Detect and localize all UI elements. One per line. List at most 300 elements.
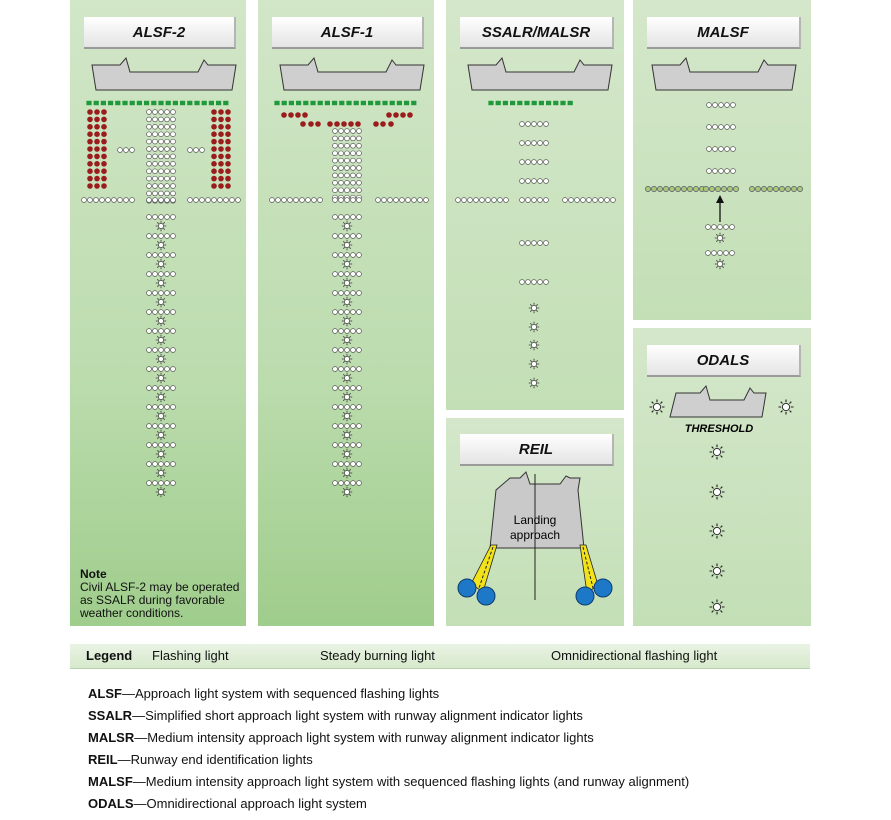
- definition-item: MALSF—Medium intensity approach light system with sequenced flashing lights (and runway alignment): [88, 774, 690, 789]
- steady-white-light: [159, 234, 164, 239]
- steady-green-light: [194, 101, 199, 105]
- steady-white-light: [611, 198, 616, 203]
- steady-white-light: [153, 462, 158, 467]
- steady-white-light: [456, 198, 461, 203]
- steady-white-light: [153, 139, 158, 144]
- steady-red-light: [348, 121, 354, 127]
- steady-white-light: [357, 188, 362, 193]
- steady-red-light: [94, 154, 100, 160]
- steady-white-light: [713, 125, 718, 130]
- steady-palegreen-light: [693, 186, 698, 191]
- steady-green-light: [216, 101, 221, 105]
- steady-white-light: [526, 160, 531, 165]
- steady-green-light: [411, 101, 416, 105]
- steady-palegreen-light: [727, 186, 732, 191]
- steady-white-light: [593, 198, 598, 203]
- steady-white-light: [333, 188, 338, 193]
- steady-green-light: [223, 101, 228, 105]
- steady-green-light: [137, 101, 142, 105]
- steady-white-light: [147, 234, 152, 239]
- steady-white-light: [147, 253, 152, 258]
- steady-palegreen-light: [651, 186, 656, 191]
- steady-red-light: [94, 168, 100, 174]
- steady-palegreen-light: [733, 186, 738, 191]
- steady-red-light: [308, 121, 314, 127]
- definition-item: ODALS—Omnidirectional approach light system: [88, 796, 367, 811]
- steady-red-light: [315, 121, 321, 127]
- steady-palegreen-light: [703, 186, 708, 191]
- steady-green-light: [546, 101, 551, 105]
- flashing-light: [342, 240, 352, 250]
- definition-item: SSALR—Simplified short approach light system with runway alignment indicator lights: [88, 708, 583, 723]
- steady-white-light: [339, 310, 344, 315]
- steady-red-light: [87, 109, 93, 115]
- steady-white-light: [147, 272, 152, 277]
- steady-white-light: [357, 143, 362, 148]
- flashing-light: [529, 378, 539, 388]
- steady-white-light: [339, 272, 344, 277]
- steady-red-light: [101, 117, 107, 123]
- definition-item: REIL—Runway end identification lights: [88, 752, 313, 767]
- steady-white-light: [345, 310, 350, 315]
- title-ssalr: SSALR/MALSR: [460, 17, 614, 49]
- steady-green-light: [382, 101, 387, 105]
- steady-white-light: [339, 348, 344, 353]
- steady-red-light: [225, 154, 231, 160]
- steady-white-light: [345, 143, 350, 148]
- flashing-light: [156, 221, 166, 231]
- steady-red-light: [388, 121, 394, 127]
- steady-white-light: [147, 176, 152, 181]
- steady-white-light: [153, 154, 158, 159]
- steady-white-light: [171, 117, 176, 122]
- steady-white-light: [357, 234, 362, 239]
- steady-red-light: [373, 121, 379, 127]
- steady-white-light: [730, 225, 735, 230]
- steady-white-light: [486, 198, 491, 203]
- steady-white-light: [171, 191, 176, 196]
- steady-white-light: [147, 110, 152, 115]
- steady-white-light: [188, 148, 193, 153]
- steady-white-light: [345, 405, 350, 410]
- steady-white-light: [345, 166, 350, 171]
- steady-white-light: [339, 198, 344, 203]
- steady-white-light: [357, 462, 362, 467]
- steady-white-light: [153, 124, 158, 129]
- steady-red-light: [341, 121, 347, 127]
- steady-white-light: [357, 481, 362, 486]
- steady-white-light: [147, 348, 152, 353]
- steady-white-light: [532, 122, 537, 127]
- steady-red-light: [302, 112, 308, 118]
- steady-white-light: [498, 198, 503, 203]
- steady-green-light: [289, 101, 294, 105]
- steady-white-light: [706, 251, 711, 256]
- steady-red-light: [218, 176, 224, 182]
- steady-white-light: [532, 160, 537, 165]
- steady-white-light: [357, 367, 362, 372]
- steady-white-light: [357, 215, 362, 220]
- steady-white-light: [333, 173, 338, 178]
- steady-palegreen-light: [709, 186, 714, 191]
- steady-white-light: [351, 253, 356, 258]
- steady-white-light: [94, 198, 99, 203]
- steady-white-light: [724, 225, 729, 230]
- flashing-light: [156, 259, 166, 269]
- flashing-light: [342, 335, 352, 345]
- steady-white-light: [159, 169, 164, 174]
- steady-palegreen-light: [785, 186, 790, 191]
- steady-white-light: [106, 198, 111, 203]
- steady-white-light: [345, 173, 350, 178]
- steady-red-light: [87, 168, 93, 174]
- steady-white-light: [339, 462, 344, 467]
- steady-white-light: [480, 198, 485, 203]
- steady-white-light: [544, 179, 549, 184]
- flashing-light: [342, 468, 352, 478]
- steady-white-light: [147, 386, 152, 391]
- odals-omni-3: [710, 524, 725, 539]
- steady-white-light: [171, 161, 176, 166]
- steady-white-light: [165, 215, 170, 220]
- steady-white-light: [147, 124, 152, 129]
- steady-green-light: [361, 101, 366, 105]
- steady-white-light: [153, 272, 158, 277]
- steady-green-light: [568, 101, 573, 105]
- steady-white-light: [520, 241, 525, 246]
- steady-red-light: [211, 168, 217, 174]
- steady-white-light: [159, 424, 164, 429]
- steady-red-light: [94, 183, 100, 189]
- steady-white-light: [532, 141, 537, 146]
- steady-white-light: [159, 139, 164, 144]
- steady-white-light: [159, 329, 164, 334]
- steady-white-light: [351, 405, 356, 410]
- steady-green-light: [524, 101, 529, 105]
- steady-white-light: [165, 481, 170, 486]
- steady-white-light: [520, 280, 525, 285]
- steady-white-light: [345, 188, 350, 193]
- steady-white-light: [118, 198, 123, 203]
- steady-white-light: [731, 147, 736, 152]
- steady-white-light: [333, 151, 338, 156]
- steady-white-light: [159, 215, 164, 220]
- steady-white-light: [171, 139, 176, 144]
- steady-white-light: [112, 198, 117, 203]
- steady-white-light: [376, 198, 381, 203]
- steady-white-light: [345, 462, 350, 467]
- steady-red-light: [94, 124, 100, 130]
- steady-white-light: [333, 367, 338, 372]
- steady-white-light: [357, 310, 362, 315]
- steady-red-light: [295, 112, 301, 118]
- steady-white-light: [719, 103, 724, 108]
- steady-red-light: [87, 176, 93, 182]
- steady-white-light: [345, 198, 350, 203]
- steady-white-light: [159, 367, 164, 372]
- steady-white-light: [194, 148, 199, 153]
- steady-white-light: [345, 215, 350, 220]
- steady-green-light: [173, 101, 178, 105]
- steady-white-light: [159, 462, 164, 467]
- steady-white-light: [351, 158, 356, 163]
- steady-white-light: [725, 169, 730, 174]
- steady-white-light: [345, 180, 350, 185]
- runway-threshold-odals: [670, 386, 766, 417]
- steady-white-light: [333, 424, 338, 429]
- steady-green-light: [488, 101, 493, 105]
- definitions-list: [88, 683, 689, 815]
- steady-palegreen-light: [779, 186, 784, 191]
- steady-green-light: [510, 101, 515, 105]
- steady-white-light: [538, 179, 543, 184]
- flashing-light: [529, 322, 539, 332]
- steady-white-light: [544, 141, 549, 146]
- steady-white-light: [153, 184, 158, 189]
- steady-white-light: [345, 481, 350, 486]
- steady-white-light: [230, 198, 235, 203]
- steady-white-light: [153, 147, 158, 152]
- legend-omni-label: Omnidirectional flashing light: [551, 648, 718, 663]
- steady-red-light: [281, 112, 287, 118]
- steady-white-light: [224, 198, 229, 203]
- steady-white-light: [171, 154, 176, 159]
- steady-white-light: [82, 198, 87, 203]
- steady-white-light: [339, 151, 344, 156]
- steady-white-light: [159, 132, 164, 137]
- steady-red-light: [94, 176, 100, 182]
- steady-white-light: [339, 253, 344, 258]
- steady-white-light: [388, 198, 393, 203]
- steady-white-light: [357, 424, 362, 429]
- steady-palegreen-light: [773, 186, 778, 191]
- steady-red-light: [225, 168, 231, 174]
- steady-white-light: [706, 225, 711, 230]
- alsf2-note: [80, 568, 255, 620]
- flashing-light: [156, 411, 166, 421]
- steady-white-light: [725, 125, 730, 130]
- steady-white-light: [538, 160, 543, 165]
- steady-white-light: [159, 348, 164, 353]
- steady-palegreen-light: [761, 186, 766, 191]
- steady-white-light: [719, 125, 724, 130]
- steady-white-light: [345, 348, 350, 353]
- steady-white-light: [147, 310, 152, 315]
- steady-white-light: [339, 166, 344, 171]
- steady-green-light: [332, 101, 337, 105]
- steady-white-light: [333, 291, 338, 296]
- steady-white-light: [731, 103, 736, 108]
- title-odals: ODALS: [647, 345, 801, 377]
- flashing-light: [342, 259, 352, 269]
- steady-red-light: [225, 161, 231, 167]
- steady-white-light: [153, 424, 158, 429]
- steady-white-light: [544, 198, 549, 203]
- steady-white-light: [357, 151, 362, 156]
- note-text: Civil ALSF-2 may be operated as SSALR during favorable weather conditions.: [80, 580, 240, 620]
- steady-white-light: [599, 198, 604, 203]
- steady-white-light: [713, 169, 718, 174]
- steady-white-light: [333, 310, 338, 315]
- steady-green-light: [115, 101, 120, 105]
- steady-red-light: [400, 112, 406, 118]
- steady-white-light: [147, 405, 152, 410]
- odals-omni-4: [710, 564, 725, 579]
- steady-white-light: [532, 198, 537, 203]
- steady-white-light: [713, 147, 718, 152]
- flashing-light: [156, 240, 166, 250]
- steady-green-light: [122, 101, 127, 105]
- steady-white-light: [351, 166, 356, 171]
- steady-white-light: [153, 215, 158, 220]
- steady-white-light: [357, 136, 362, 141]
- flashing-light: [529, 359, 539, 369]
- steady-white-light: [171, 184, 176, 189]
- steady-white-light: [153, 161, 158, 166]
- steady-white-light: [333, 158, 338, 163]
- steady-white-light: [147, 215, 152, 220]
- steady-white-light: [159, 184, 164, 189]
- steady-red-light: [94, 109, 100, 115]
- steady-palegreen-light: [797, 186, 802, 191]
- flashing-light: [156, 373, 166, 383]
- steady-white-light: [147, 169, 152, 174]
- steady-green-light: [404, 101, 409, 105]
- steady-white-light: [165, 329, 170, 334]
- steady-white-light: [345, 443, 350, 448]
- steady-white-light: [159, 386, 164, 391]
- steady-green-light: [496, 101, 501, 105]
- odals-omni-1: [710, 445, 725, 460]
- steady-white-light: [581, 198, 586, 203]
- steady-white-light: [294, 198, 299, 203]
- steady-white-light: [563, 198, 568, 203]
- steady-palegreen-light: [715, 186, 720, 191]
- steady-white-light: [194, 198, 199, 203]
- steady-white-light: [153, 386, 158, 391]
- steady-white-light: [171, 176, 176, 181]
- steady-white-light: [718, 251, 723, 256]
- steady-white-light: [538, 241, 543, 246]
- steady-white-light: [165, 124, 170, 129]
- steady-white-light: [712, 225, 717, 230]
- steady-white-light: [318, 198, 323, 203]
- steady-white-light: [520, 198, 525, 203]
- steady-white-light: [538, 280, 543, 285]
- steady-white-light: [171, 462, 176, 467]
- steady-white-light: [171, 386, 176, 391]
- steady-white-light: [171, 348, 176, 353]
- steady-white-light: [718, 225, 723, 230]
- steady-green-light: [158, 101, 163, 105]
- reil-light-right-b: [594, 579, 612, 597]
- steady-white-light: [165, 147, 170, 152]
- steady-green-light: [325, 101, 330, 105]
- steady-white-light: [306, 198, 311, 203]
- steady-white-light: [544, 280, 549, 285]
- title-alsf2: ALSF-2: [84, 17, 236, 49]
- title-alsf1: ALSF-1: [272, 17, 424, 49]
- steady-white-light: [351, 129, 356, 134]
- steady-white-light: [159, 154, 164, 159]
- steady-white-light: [333, 166, 338, 171]
- steady-white-light: [339, 136, 344, 141]
- definition-item: MALSR—Medium intensity approach light system with runway alignment indicator lights: [88, 730, 594, 745]
- steady-green-light: [202, 101, 207, 105]
- steady-white-light: [526, 179, 531, 184]
- note-heading: Note: [80, 567, 107, 581]
- steady-red-light: [225, 109, 231, 115]
- steady-white-light: [526, 122, 531, 127]
- steady-red-light: [225, 183, 231, 189]
- flashing-light: [156, 449, 166, 459]
- steady-white-light: [351, 291, 356, 296]
- flashing-light: [156, 487, 166, 497]
- steady-white-light: [730, 251, 735, 256]
- steady-white-light: [153, 110, 158, 115]
- steady-white-light: [504, 198, 509, 203]
- steady-white-light: [165, 405, 170, 410]
- steady-red-light: [380, 121, 386, 127]
- steady-white-light: [462, 198, 467, 203]
- steady-white-light: [345, 329, 350, 334]
- steady-red-light: [94, 131, 100, 137]
- steady-white-light: [544, 241, 549, 246]
- steady-white-light: [153, 367, 158, 372]
- odals-threshold-label: THRESHOLD: [684, 423, 754, 435]
- steady-white-light: [520, 160, 525, 165]
- steady-red-light: [101, 139, 107, 145]
- steady-white-light: [569, 198, 574, 203]
- steady-red-light: [225, 139, 231, 145]
- steady-white-light: [171, 367, 176, 372]
- reil-light-left-a: [458, 579, 476, 597]
- steady-white-light: [345, 136, 350, 141]
- steady-white-light: [351, 180, 356, 185]
- steady-white-light: [333, 129, 338, 134]
- steady-red-light: [211, 139, 217, 145]
- steady-white-light: [333, 253, 338, 258]
- steady-white-light: [707, 103, 712, 108]
- steady-white-light: [357, 166, 362, 171]
- steady-white-light: [345, 367, 350, 372]
- steady-white-light: [147, 462, 152, 467]
- flashing-light: [156, 430, 166, 440]
- steady-green-light: [144, 101, 149, 105]
- steady-red-light: [355, 121, 361, 127]
- steady-red-light: [218, 139, 224, 145]
- steady-red-light: [211, 176, 217, 182]
- steady-white-light: [345, 424, 350, 429]
- steady-white-light: [159, 443, 164, 448]
- steady-green-light: [310, 101, 315, 105]
- runway-threshold-alsf2: [92, 58, 236, 90]
- steady-white-light: [165, 291, 170, 296]
- steady-white-light: [357, 173, 362, 178]
- flashing-light: [342, 487, 352, 497]
- steady-red-light: [218, 131, 224, 137]
- steady-white-light: [165, 117, 170, 122]
- steady-white-light: [351, 215, 356, 220]
- steady-white-light: [544, 160, 549, 165]
- steady-white-light: [351, 136, 356, 141]
- steady-white-light: [159, 161, 164, 166]
- steady-white-light: [165, 176, 170, 181]
- steady-green-light: [517, 101, 522, 105]
- flashing-light: [156, 392, 166, 402]
- steady-white-light: [345, 129, 350, 134]
- steady-white-light: [171, 253, 176, 258]
